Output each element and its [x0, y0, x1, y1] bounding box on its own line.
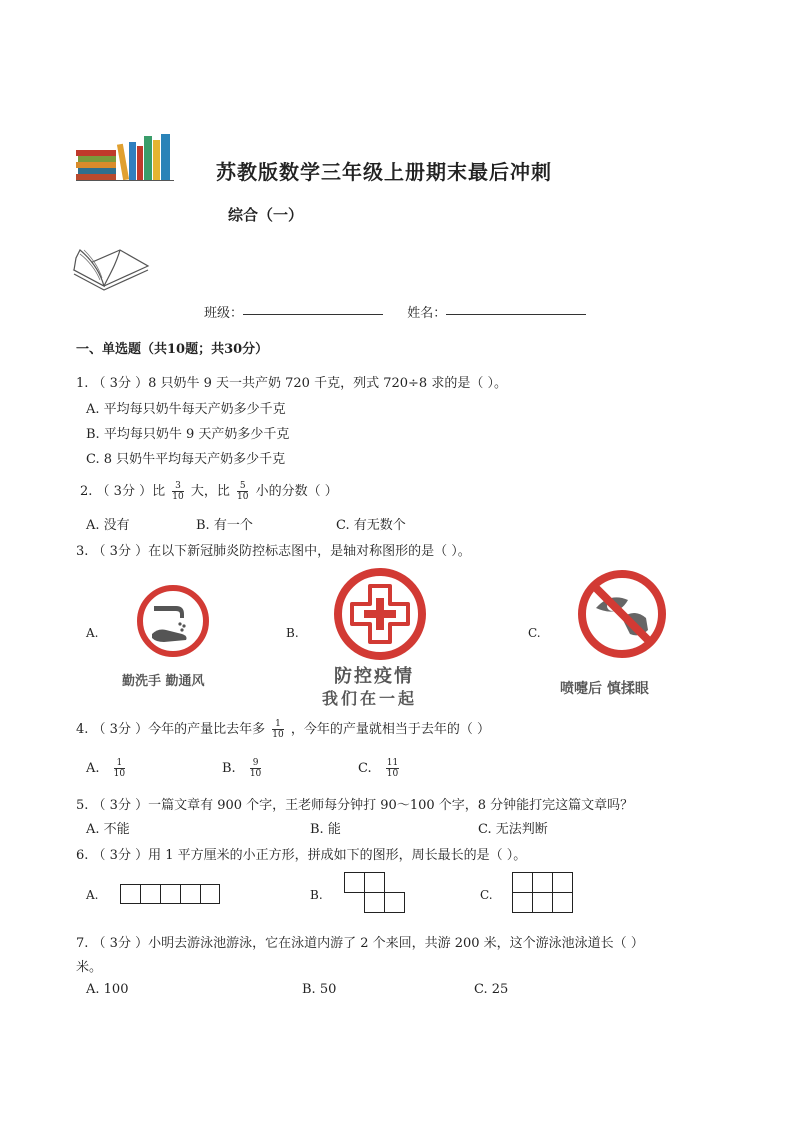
open-book-icon — [70, 236, 152, 292]
q4-suffix: ，今年的产量就相当于去年的（ ） — [290, 722, 490, 737]
no-eye-rubbing-sign-icon — [576, 568, 668, 660]
q3-stem: 3. （ 3分 ）在以下新冠肺炎防控标志图中，是轴对称图形的是（ ）。 — [76, 544, 471, 559]
q7-option-c[interactable]: C. 25 — [474, 982, 509, 997]
name-field[interactable] — [446, 313, 586, 315]
shape-b-figure — [344, 872, 406, 914]
q1-option-a[interactable]: A. 平均每只奶牛每天产奶多少千克 — [86, 402, 286, 417]
q3-option-c[interactable]: C. — [528, 626, 541, 640]
sign-b-caption-2: 我们在一起 — [322, 689, 418, 708]
q4-stem — [76, 718, 490, 740]
q2-stem — [80, 480, 338, 502]
q2-fraction-1: $\frac{3}{10}$ — [172, 481, 184, 502]
page-title: 苏教版数学三年级上册期末最后冲刺 — [216, 160, 552, 184]
name-label: 姓名： — [407, 306, 447, 321]
books-icon — [76, 132, 176, 182]
q6-option-a[interactable]: A. — [86, 888, 99, 902]
q3-option-b[interactable]: B. — [286, 626, 299, 640]
q2-suffix: 小的分数（ ） — [255, 484, 338, 499]
q2-option-b[interactable]: B. 有一个 — [196, 518, 253, 533]
q2-mid: 大，比 — [190, 484, 230, 499]
shape-a-figure — [120, 884, 220, 904]
q2-option-c[interactable]: C. 有无数个 — [336, 518, 406, 533]
q2-fraction-2: $\frac{5}{10}$ — [236, 481, 249, 502]
q7-stem: 7. （ 3分 ）小明去游泳池游泳，它在泳道内游了 2 个来回，共游 200 米，这个游泳池泳道长（ ） — [76, 936, 644, 951]
q7-option-b[interactable]: B. 50 — [302, 982, 337, 997]
page-subtitle: 综合（一） — [228, 206, 304, 224]
q4-option-a[interactable]: A. $\frac{1}{10}$ — [86, 758, 126, 779]
sign-a-caption: 勤洗手 勤通风 — [122, 674, 205, 689]
q1-option-c[interactable]: C. 8 只奶牛平均每天产奶多少千克 — [86, 452, 286, 467]
q6-option-c[interactable]: C. — [480, 888, 493, 902]
q1-option-b[interactable]: B. 平均每只奶牛 9 天产奶多少千克 — [86, 427, 290, 442]
q3-option-a[interactable]: A. — [86, 626, 99, 640]
q5-stem: 5. （ 3分 ）一篇文章有 900 个字，王老师每分钟打 90～100 个字，8 分钟能打完这篇文章吗？ — [76, 798, 634, 813]
student-info — [204, 302, 586, 321]
class-label: 班级： — [204, 306, 244, 321]
q4-option-c[interactable]: C. $\frac{11}{10}$ — [358, 758, 399, 779]
q2-prefix: 2. （ 3分 ）比 — [80, 484, 166, 499]
q5-option-b[interactable]: B. 能 — [310, 822, 341, 837]
q4-prefix: 4. （ 3分 ）今年的产量比去年多 — [76, 722, 266, 737]
q7-option-a[interactable]: A. 100 — [86, 982, 129, 997]
wash-hands-sign-icon — [136, 584, 210, 658]
q5-option-a[interactable]: A. 不能 — [86, 822, 130, 837]
q4-option-b[interactable]: B. $\frac{9}{10}$ — [222, 758, 262, 779]
section-title: 一、单选题（共10题；共30分） — [76, 342, 269, 357]
medical-cross-sign-icon — [332, 566, 428, 662]
class-field[interactable] — [243, 313, 383, 315]
q7-stem-cont: 米。 — [76, 960, 103, 975]
q1-stem: 1. （ 3分 ）8 只奶牛 9 天一共产奶 720 千克，列式 720÷8 求的是（ ）。 — [76, 376, 507, 391]
sign-c-caption: 喷嚏后 慎揉眼 — [560, 681, 649, 697]
sign-b-caption-1: 防控疫情 — [334, 666, 414, 687]
q6-option-b[interactable]: B. — [310, 888, 323, 902]
q6-stem: 6. （ 3分 ）用 1 平方厘米的小正方形，拼成如下的图形，周长最长的是（ ）。 — [76, 848, 527, 863]
shape-c-figure — [512, 872, 574, 914]
q4-fraction: $\frac{1}{10}$ — [272, 719, 284, 740]
q5-option-c[interactable]: C. 无法判断 — [478, 822, 548, 837]
q2-option-a[interactable]: A. 没有 — [86, 518, 130, 533]
